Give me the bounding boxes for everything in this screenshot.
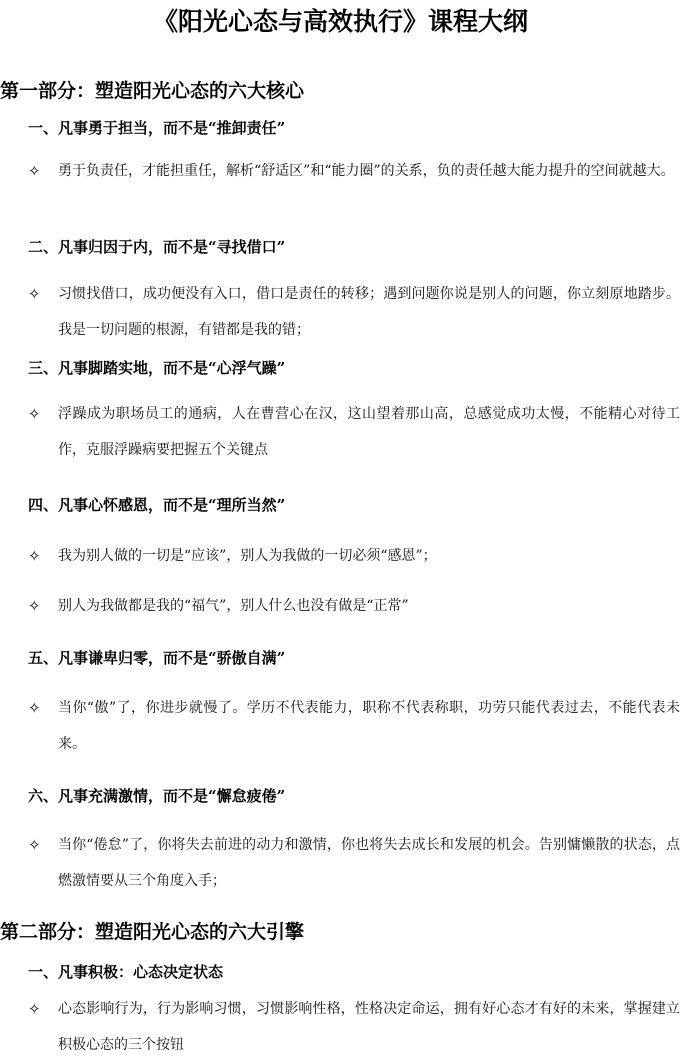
bullet-icon: ✧ [28,547,41,565]
item-text: 心态影响行为，行为影响习惯，习惯影响性格，性格决定命运，拥有好心态才有好的未来，掌握建立积极心态的三个按钮 [58,1001,680,1053]
section-1-2-heading: 二、凡事归因于内，而不是“寻找借口” [28,238,286,256]
item-text: 浮躁成为职场员工的通病，人在曹营心在汉，这山望着那山高，总感觉成功太慢，不能精心对待工作，克服浮躁病要把握五个关键点 [58,406,680,458]
bullet-icon: ✧ [28,285,41,303]
item-text: 当你“倦怠”了，你将失去前进的动力和激情，你也将失去成长和发展的机会。告别慵懒散的状态，点燃激情要从三个角度入手； [58,837,680,889]
section-1-3-heading: 三、凡事脚踏实地，而不是“心浮气躁” [28,359,286,377]
bullet-icon: ✧ [28,1000,41,1018]
item-text: 勇于负责任，才能担重任，解析“舒适区”和“能力圈”的关系，负的责任越大能力提升的空间就越大。 [58,163,675,179]
section-1-4-heading: 四、凡事心怀感恩，而不是“理所当然” [28,496,286,514]
bullet-icon: ✧ [28,836,41,854]
bullet-icon: ✧ [28,597,41,615]
part-2-heading: 第二部分：塑造阳光心态的六大引擎 [0,921,305,943]
section-1-5-heading: 五、凡事谦卑归零，而不是“骄傲自满” [28,649,286,667]
bullet-icon: ✧ [28,162,41,180]
item-text: 当你“傲”了，你进步就慢了。学历不代表能力，职称不代表称职，功劳只能代表过去，不能代表未来。 [58,700,680,752]
part-1-heading: 第一部分：塑造阳光心态的六大核心 [0,80,305,102]
bullet-icon: ✧ [28,405,41,423]
document-title: 《阳光心态与高效执行》课程大纲 [152,7,528,36]
section-2-1-heading: 一、凡事积极：心态决定状态 [28,963,224,981]
item-text: 我为别人做的一切是“应该”，别人为我做的一切必须“感恩”； [58,548,437,564]
item-text: 别人为我做都是我的“福气”，别人什么也没有做是“正常” [58,598,409,614]
section-1-6-heading: 六、凡事充满激情，而不是“懈怠疲倦” [28,787,286,805]
item-text: 习惯找借口，成功便没有入口，借口是责任的转移；遇到问题你说是别人的问题，你立刻原地踏步。我是一切问题的根源，有错都是我的错； [58,286,680,338]
section-1-1-heading: 一、凡事勇于担当，而不是“推卸责任” [28,119,286,137]
bullet-icon: ✧ [28,699,41,717]
